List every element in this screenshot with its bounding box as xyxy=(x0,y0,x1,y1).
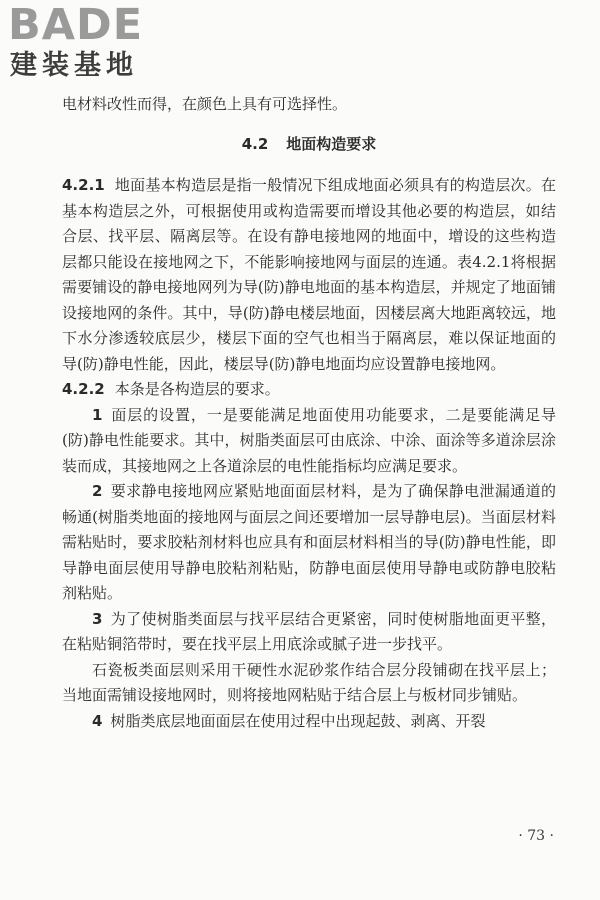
clause-4-2-2 xyxy=(62,377,556,403)
continuation-paragraph: 电材料改性而得，在颜色上具有可选择性。 xyxy=(62,95,348,113)
page-number: · 73 · xyxy=(518,828,554,844)
item-number: 4 xyxy=(92,711,103,730)
item-3 xyxy=(62,607,556,658)
item-4 xyxy=(62,709,556,735)
item-text: 石瓷板类面层则采用干硬性水泥砂浆作结合层分段铺砌在找平层上；当地面需铺设接地网时，则将接地网粘贴于结合层上与板材同步铺贴。 xyxy=(62,660,556,704)
clause-text: 本条是各构造层的要求。 xyxy=(114,380,280,398)
item-text: 为了使树脂类面层与找平层结合更紧密，同时使树脂地面更平整，在粘贴铜箔带时，要在找平层上用底涂或腻子进一步找平。 xyxy=(62,609,556,653)
page-body xyxy=(62,92,556,734)
item-text: 要求静电接地网应紧贴地面面层材料，是为了确保静电泄漏通道的畅通(树脂类地面的接地网与面层之间还要增加一层导静电层)。当面层材料需粘贴时，要求胶粘剂材料也应具有和面层材料相当的导(防)静电性能，即导静电面层使用导静电胶粘剂粘贴，防静电面层使用导静电或防静电胶粘剂粘贴。 xyxy=(62,482,556,602)
item-text: 面层的设置，一是要能满足地面使用功能要求，二是要能满足导(防)静电性能要求。其中，树脂类面层可由底涂、中涂、面涂等多道涂层涂装而成，其接地网之上各道涂层的电性能指标均应满足要求。 xyxy=(62,405,556,475)
item-number: 2 xyxy=(92,482,103,500)
clause-number: 4.2.1 xyxy=(62,176,105,194)
section-heading xyxy=(62,132,556,158)
clause-number: 4.2.2 xyxy=(62,380,105,398)
clause-text: 地面基本构造层是指一般情况下组成地面必须具有的构造层次。在基本构造层之外，可根据使用或构造需要而增设其他必要的构造层，如结合层、找平层、隔离层等。在设有静电接地网的地面中，增设的这些构造层都只能设在接地网之下，不能影响接地网与面层的连通。表4.2.1将根据需要铺设的静电接地网列为导(防)静电地面的基本构造层，并规定了地面铺设接地网的条件。其中，导(防)静电楼层地面，因楼层离大地距离较远，地下水分渗透较底层少，楼层下面的空气也相当于隔离层，难以保证地面的导(防)静电性能，因此，楼层导(防)静电地面均应设置静电接地网。 xyxy=(62,176,556,373)
item-1 xyxy=(62,403,556,480)
section-number: 4.2 xyxy=(241,134,269,153)
item-number: 1 xyxy=(92,405,103,424)
section-title: 地面构造要求 xyxy=(286,134,377,153)
logo-wordmark: BADE xyxy=(8,0,144,50)
item-number: 3 xyxy=(92,609,103,628)
bade-logo xyxy=(8,2,178,86)
clause-4-2-1 xyxy=(62,173,556,377)
item-text: 树脂类底层地面面层在使用过程中出现起鼓、剥离、开裂 xyxy=(110,711,486,730)
item-3-continuation xyxy=(62,658,556,709)
logo-subtitle: 建装基地 xyxy=(10,50,138,81)
item-2 xyxy=(62,479,556,607)
